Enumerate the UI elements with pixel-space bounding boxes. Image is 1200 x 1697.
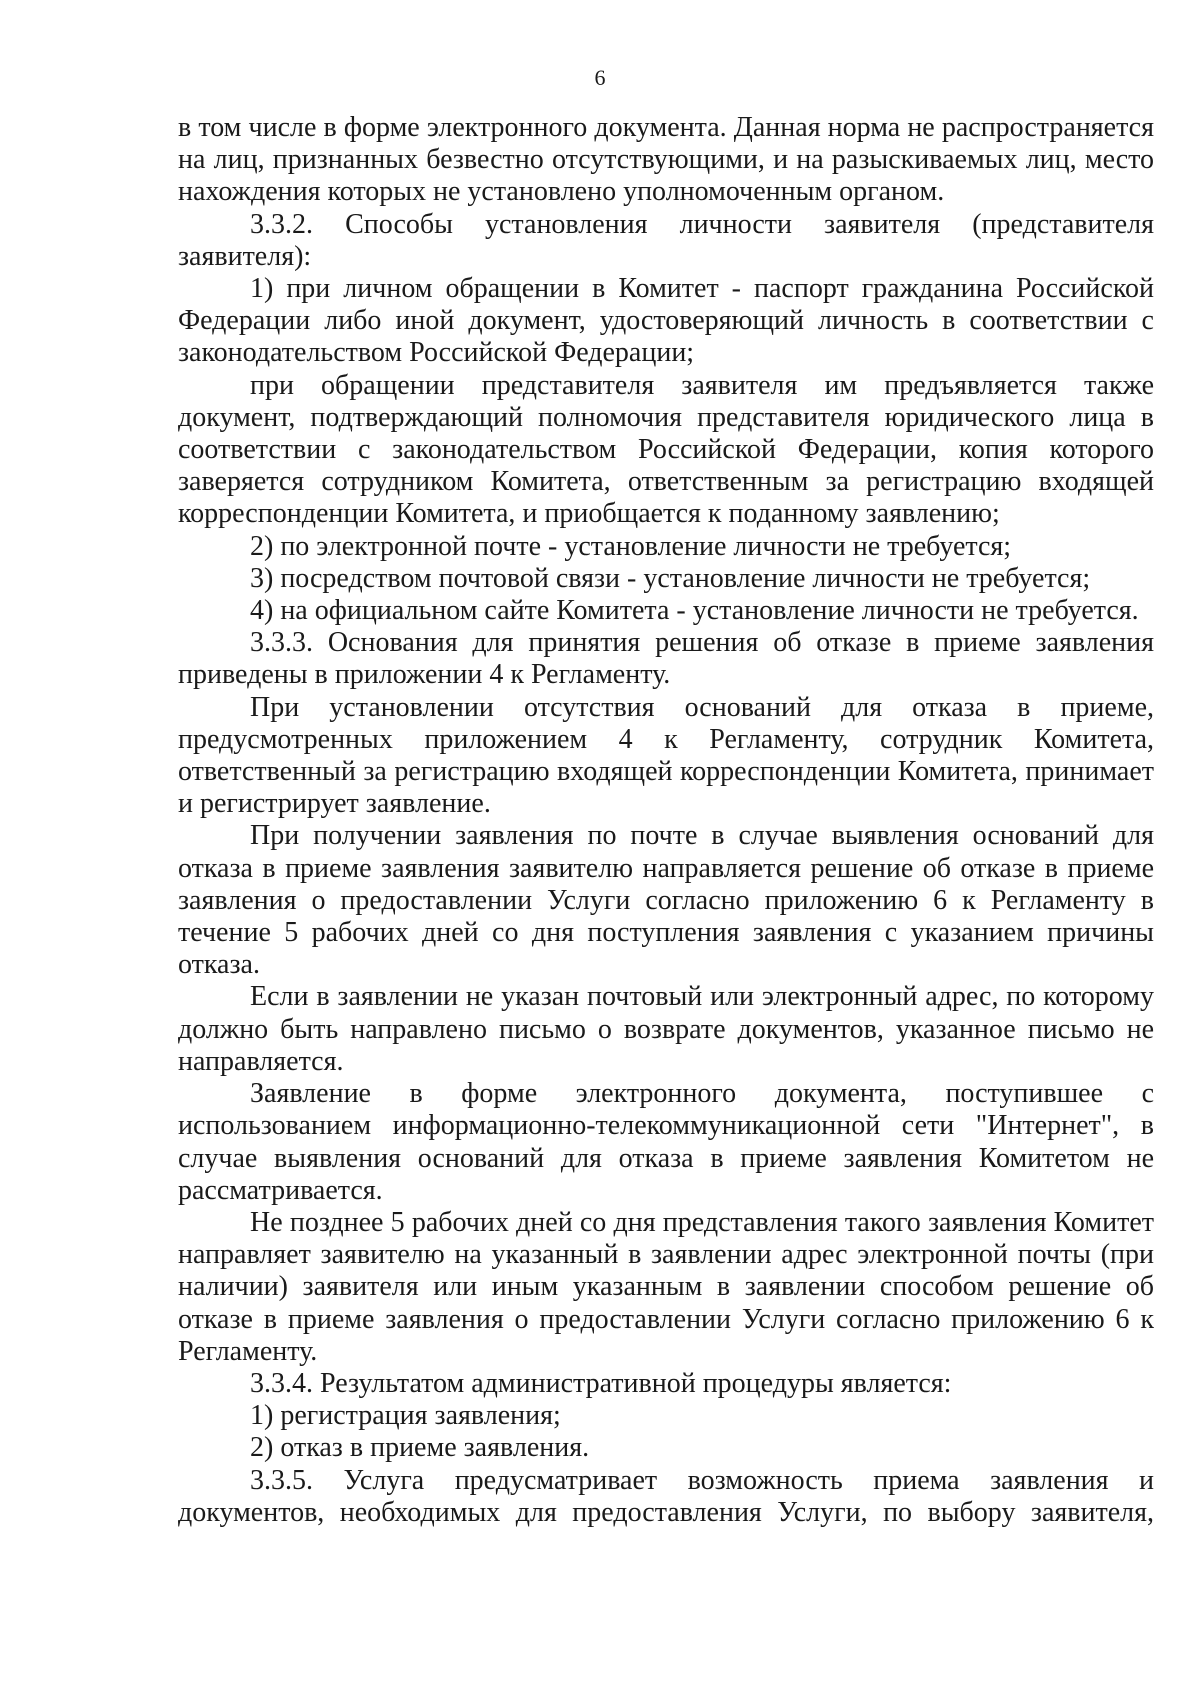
paragraph: 3.3.3. Основания для принятия решения об отказе в приеме заявления приведены в приложении 4 к Регламенту. — [178, 627, 1154, 691]
paragraph: 1) регистрация заявления; — [250, 1400, 561, 1432]
document-body — [178, 112, 1154, 1529]
paragraph: в том числе в форме электронного документа. Данная норма не распространяется на лиц, признанных безвестно отсутствующими, и на разыскиваемых лиц, место нахождения которых не установлено уполномоченным органом. — [178, 112, 1154, 208]
paragraph: Не позднее 5 рабочих дней со дня представления такого заявления Комитет направляет заявителю на указанный в заявлении адрес электронной почты (при наличии) заявителя или иным указанным в заявлении способом решение об отказе в приеме заявления о предоставлении Услуги согласно приложению 6 к Регламенту. — [178, 1206, 1154, 1367]
paragraph: Заявление в форме электронного документа, поступившее с использованием информационно-телекоммуникационной сети "Интернет", в случае выявления оснований для отказа в приеме заявления Комитетом не рассматривается. — [178, 1078, 1154, 1206]
paragraph: При установлении отсутствия оснований для отказа в приеме, предусмотренных приложением 4 к Регламенту, сотрудник Комитета, ответственный за регистрацию входящей корреспонденции Комитета, принимает и регистрирует заявление. — [178, 691, 1154, 820]
paragraph: при обращении представителя заявителя им предъявляется также документ, подтверждающий полномочия представителя юридического лица в соответствии с законодательством Российской Федерации, копия которого заверяется сотрудником Комитета, ответственным за регистрацию входящей корреспонденции Комитета, и приобщается к поданному заявлению; — [178, 369, 1154, 530]
paragraph: 2) отказ в приеме заявления. — [250, 1432, 590, 1464]
paragraph: 3.3.4. Результатом административной процедуры является: — [250, 1367, 952, 1399]
paragraph: 3) посредством почтовой связи - установление личности не требуется; — [250, 562, 1091, 594]
paragraph: 4) на официальном сайте Комитета - установление личности не требуется. — [250, 595, 1139, 627]
paragraph: 3.3.5. Услуга предусматривает возможность приема заявления и документов, необходимых для предоставления Услуги, по выбору заявителя, — [178, 1464, 1154, 1528]
paragraph: 3.3.2. Способы установления личности заявителя (представителя заявителя): — [178, 208, 1154, 272]
paragraph: 1) при личном обращении в Комитет - паспорт гражданина Российской Федерации либо иной документ, удостоверяющий личность в соответствии с законодательством Российской Федерации; — [178, 273, 1154, 369]
page-number: 6 — [594, 65, 606, 90]
paragraph: 2) по электронной почте - установление личности не требуется; — [250, 530, 1012, 562]
paragraph: Если в заявлении не указан почтовый или электронный адрес, по которому должно быть направлено письмо о возврате документов, указанное письмо не направляется. — [178, 981, 1154, 1077]
paragraph: При получении заявления по почте в случае выявления оснований для отказа в приеме заявления заявителю направляется решение об отказе в приеме заявления о предоставлении Услуги согласно приложению 6 к Регламенту в течение 5 рабочих дней со дня поступления заявления с указанием причины отказа. — [178, 820, 1154, 981]
